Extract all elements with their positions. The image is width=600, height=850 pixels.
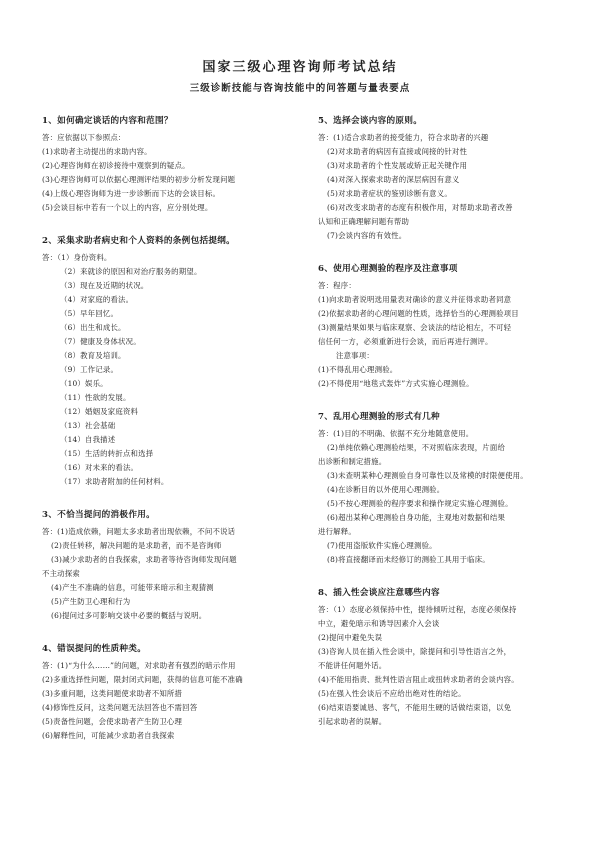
answer-line: (6)解释性问，可能减少求助者自我探索 [42,731,175,740]
answer-line: (3)心理咨询师可以依据心理测评结果的初步分析发现问题 [42,175,236,184]
answer-line: (3)减少求助者的自我探索，求助者等待咨询师发现问题 [51,555,237,564]
answer-line: 答：（1）身份资料。 [42,253,112,262]
answer-line: 答：应依据以下参照点： [42,133,126,142]
answer-line: 信任何一方，必须重新进行会谈，而后再进行测评。 [318,337,493,346]
answer-line: 答：(1)适合求助者的接受能力，符合求助者的兴趣 [318,133,489,142]
answer-line: 答：(1)“为什么……”的问题，对求助者有强烈的暗示作用 [42,661,236,670]
answer-line: （11）性欲的发展。 [60,393,131,402]
answer-line: （7）健康及身体状况。 [60,337,141,346]
answer-line: 答：(1)造成依赖，问题太多求助者出现依赖，不问不说话 [42,527,236,536]
answer-line: (2)责任转移，解决问题的是求助者，而不是咨询师 [51,541,222,550]
answer-line: 不能讲任何题外话。 [318,661,387,670]
answer-line: （2）来就诊的原因和对治疗服务的期望。 [60,267,202,276]
document-title: 国家三级心理咨询师考试总结 [202,60,398,75]
question-section [42,643,297,743]
answer-line: （10）娱乐。 [60,379,108,388]
answer-line: (2)不得使用“地毯式轰炸”方式实施心理测验。 [318,379,474,388]
answer-line: (5)在强入性会谈后不应给出绝对性的结论。 [318,689,466,698]
question-section [42,235,297,489]
answer-line: 不主动探索 [42,569,80,578]
answer-line: (3)咨询人员在插入性会谈中，除提问和引导性语言之外， [318,647,512,656]
answer-line: (3)对求助者的个性发展或矫正起关键作用 [327,161,468,170]
answer-line: （6）出生和成长。 [60,323,126,332]
answer-line: (5)会谈目标中若有一个以上的内容，应分别处理。 [42,203,213,212]
answer-line: (3)未查明某种心理测验自身可靠性以及常模的时限便使用。 [327,471,528,480]
answer-line: （15）生活的转折点和选择 [60,449,154,458]
answer-line: 注意事项： [336,351,374,360]
question-section [318,587,573,729]
answer-line: (1)求助者主动提出的求助内容。 [42,147,152,156]
question-heading: 6、使用心理测验的程序及注意事项 [318,264,458,274]
answer-line: (5)不按心理测验的程序要求和操作规定实施心理测验。 [327,499,513,508]
question-section [42,509,297,623]
answer-line: (2)对求助者的病因有直接或间接的针对性 [327,147,468,156]
question-section [42,115,297,215]
answer-line: 答：(1)目的不明确、依据不充分地随意使用。 [318,429,474,438]
answer-line: （3）现在及近期的状况。 [60,281,149,290]
answer-line: (5)责备性问题，会使求助者产生防卫心理 [42,717,183,726]
answer-line: (2)多重选择性问题，限封闭式问题，获得的信息可能不准确 [42,675,243,684]
answer-line: （14）自我描述 [60,435,116,444]
answer-line: (2)心理咨询师在初诊接待中观察到的疑点。 [42,161,190,170]
answer-line: (7)使用盗版软件实施心理测验。 [327,541,437,550]
question-heading: 4、错误提问的性质种类。 [42,644,147,654]
question-heading: 8、插入性会谈应注意哪些内容 [318,588,440,598]
question-heading: 3、不恰当提问的消极作用。 [42,510,156,520]
question-section [318,115,573,243]
question-heading: 5、选择会谈内容的原则。 [318,116,423,126]
question-heading: 7、乱用心理测验的形式有几种 [318,412,440,422]
answer-line: 认知和正确理解问题有帮助 [318,217,410,226]
question-heading: 2、采集求助者病史和个人资料的条例包括提纲。 [42,236,236,246]
answer-line: (6)提问过多可影响交谈中必要的概括与说明。 [51,611,207,620]
answer-line: （12）婚姻及家庭资料 [60,407,139,416]
answer-line: （17）求助者附加的任何材料。 [60,477,169,486]
answer-line: (4)修饰性反问，这类问题无法回答也不需回答 [42,703,198,712]
answer-line: (4)在诊断目的以外使用心理测验。 [327,485,445,494]
answer-line: (2)提问中避免失误 [318,633,383,642]
answer-line: 进行解释。 [318,527,356,536]
question-heading: 1、如何确定谈话的内容和范围？ [42,116,173,126]
right-column [318,115,573,749]
answer-line: (6)对改变求助者的态度有积极作用，对帮助求助者改善 [327,203,513,212]
answer-line: (2)单纯依赖心理测验结果，不对照临床表现，片面给 [327,443,506,452]
answer-line: (2)依据求助者的心理问题的性质，选择恰当的心理测验项目 [318,309,519,318]
answer-line: (3)多重问题，这类问题使求助者不知所措 [42,689,183,698]
question-section [318,263,573,391]
answer-line: 答：（1）态度必须保持中性，提待倾听过程，态度必须保持 [318,605,517,614]
answer-line: (1)不得乱用心理测验。 [318,365,398,374]
answer-line: （16）对未来的看法。 [60,463,139,472]
left-column [42,115,297,763]
question-section [318,411,573,567]
answer-line: （4）对家庭的看法。 [60,295,134,304]
answer-line: (6)超出某种心理测验自身功能，主观地对数据和结果 [327,513,506,522]
answer-line: （5）早年回忆。 [60,309,119,318]
answer-line: (4)产生不准确的信息，可能带来暗示和主观猜测 [51,583,214,592]
answer-line: (7)会谈内容的有效性。 [327,231,407,240]
answer-line: 答：程序： [318,281,356,290]
answer-line: （8）教育及培训。 [60,351,126,360]
answer-line: (4)上级心理咨询师为进一步诊断而下达的会谈目标。 [42,189,221,198]
answer-line: (4)对深入探索求助者的深层病因有意义 [327,175,460,184]
answer-line: (5)对求助者症状的鉴别诊断有意义。 [327,189,452,198]
answer-line: (6)结束语要诚恳、客气，不能用生硬的话做结束语，以免 [318,703,512,712]
answer-line: （9）工作记录。 [60,365,119,374]
answer-line: (5)产生防卫心理和行为 [51,597,131,606]
answer-line: (8)将直接翻译而未经修订的测验工具用于临床。 [327,555,490,564]
answer-line: 引起求助者的误解。 [318,717,387,726]
answer-line: 出诊断和制定措施。 [318,457,387,466]
document-subtitle: 三级诊断技能与咨询技能中的问答题与量表要点 [189,83,411,94]
answer-line: （13）社会基础 [60,421,116,430]
answer-line: (3)测量结果如果与临床观察、会谈法的结论相左，不可轻 [318,323,512,332]
answer-line: (1)向求助者说明选用量表对确诊的意义并征得求助者同意 [318,295,512,304]
answer-line: 中立，避免暗示和诱导因素介入会谈 [318,619,440,628]
answer-line: (4)不能用指责、批判性语言阻止或扭转求助者的会谈内容。 [318,675,519,684]
